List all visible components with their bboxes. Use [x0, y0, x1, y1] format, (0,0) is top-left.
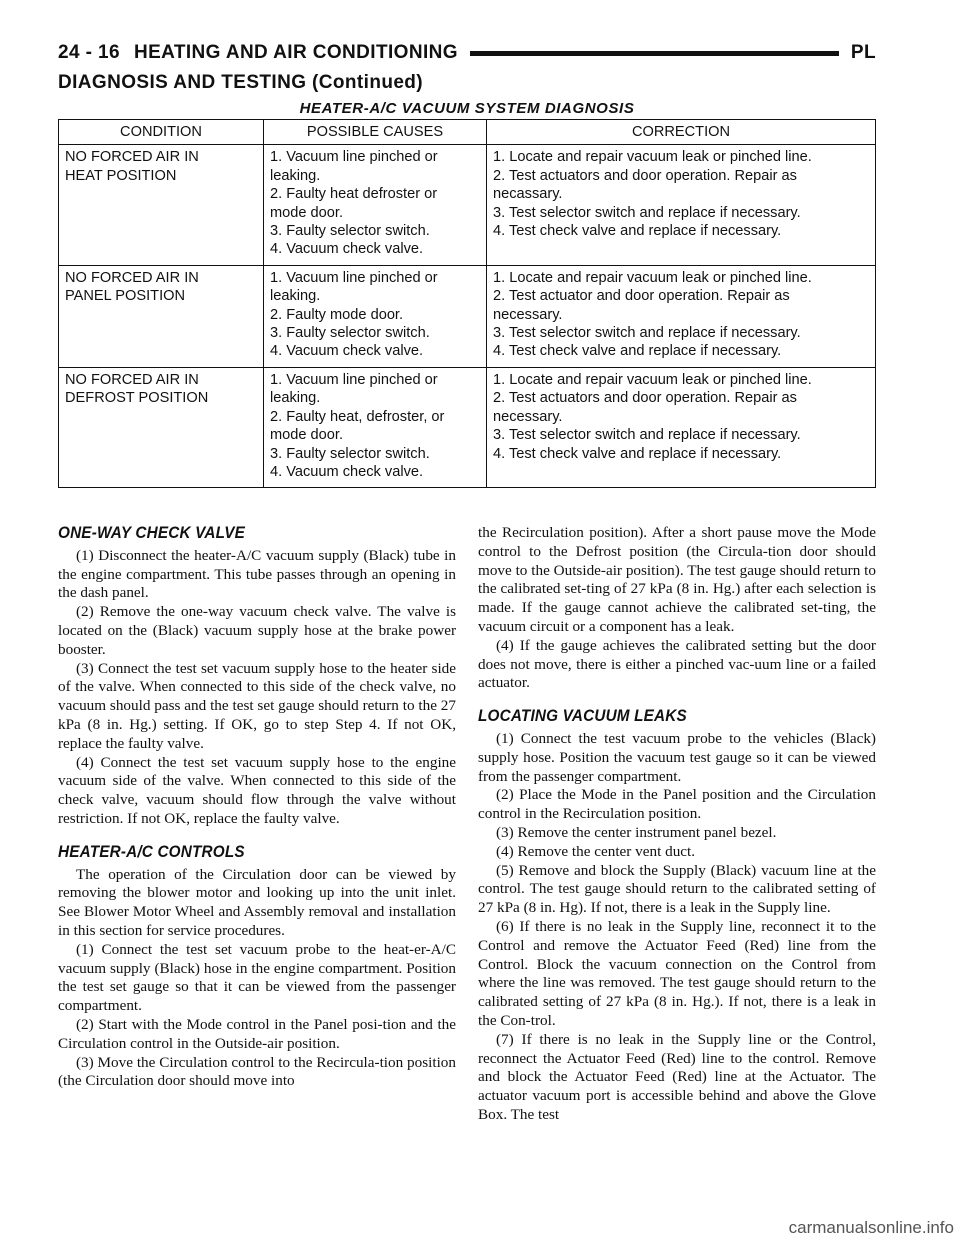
cell-line: 3. Test selector switch and replace if necessary.: [493, 204, 801, 221]
paragraph: (3) Move the Circulation control to the Recircula-tion position (the Circulation door should move into: [58, 1053, 456, 1090]
table-row: [59, 265, 876, 367]
condition-cell: [59, 367, 264, 487]
paragraph: (3) Connect the test set vacuum supply hose to the heater side of the valve. When connected to this side of the check valve, no vacuum should pass and the test set gauge should return to the 27 kPa (8 in. Hg.) setting. If OK, go to step Step 4. If not OK, replace the faulty valve.: [58, 659, 456, 752]
watermark: carmanualsonline.info: [788, 1218, 954, 1237]
paragraph: (5) Remove and block the Supply (Black) vacuum line at the control. The test gauge should return to the calibrated setting of 27 kPa (8 in. Hg). If not, there is a leak in the Supply line.: [478, 861, 876, 917]
paragraph: (6) If there is no leak in the Supply line, reconnect it to the Control and remove the Actuator Feed (Red) line from the Control. Block the vacuum connection on the Control from where the line was removed. The test gauge should return to the calibrated setting of 27 kPa (8 in. Hg.). If not, there is a leak in the Con-trol.: [478, 917, 876, 1029]
cell-line: 4. Vacuum check valve.: [270, 463, 424, 480]
cell-line: HEAT POSITION: [65, 167, 177, 184]
cell-line: 4. Test check valve and replace if necessary.: [493, 223, 782, 240]
table-row: [59, 145, 876, 265]
model-code: PL: [850, 42, 876, 63]
cell-line: 2. Faulty heat, defroster, or: [270, 408, 445, 425]
cell-line: mode door.: [270, 204, 344, 221]
cell-line: 1. Vacuum line pinched or: [270, 371, 438, 388]
paragraph: (4) Connect the test set vacuum supply hose to the engine vacuum side of the valve. When connected to this side of the check valve, vacuum should flow through the valve without restriction. If not OK, replace the faulty valve.: [58, 753, 456, 827]
locating-vacuum-leaks-body: [478, 730, 876, 1125]
heater-ac-controls-body: [58, 866, 456, 1092]
paragraph: the Recirculation position). After a short pause move the Mode control to the Defrost position (the Circula-tion door should move to the Outside-air position). The test gauge should return to the calibrated set-ting of 27 kPa (8 in. Hg.) after each selection is made. If the gauge cannot achieve the calibrated set-ting, the vacuum circuit or a component has a leak.: [478, 524, 876, 635]
left-column: [58, 524, 456, 1125]
one-way-check-valve-heading: ONE-WAY CHECK VALVE: [58, 523, 246, 542]
cell-line: DEFROST POSITION: [65, 390, 209, 407]
cell-line: 4. Vacuum check valve.: [270, 241, 424, 258]
cell-line: NO FORCED AIR IN: [65, 371, 199, 388]
correction-cell: [487, 367, 876, 487]
causes-cell: [264, 145, 487, 265]
paragraph: (2) Place the Mode in the Panel position and the Circulation control in the Recirculation position.: [478, 786, 876, 823]
cell-line: 3. Test selector switch and replace if necessary.: [493, 325, 801, 342]
correction-cell: [487, 265, 876, 367]
cell-line: 2. Test actuators and door operation. Repair as: [493, 167, 797, 184]
paragraph: (1) Connect the test vacuum probe to the vehicles (Black) supply hose. Position the vacuum test gauge so it can be viewed from the passenger compartment.: [478, 729, 876, 785]
right-column: [478, 524, 876, 1125]
cell-line: leaking.: [270, 167, 321, 184]
correction-cell: [487, 145, 876, 265]
cell-line: mode door.: [270, 427, 344, 444]
paragraph: The operation of the Circulation door can be viewed by removing the blower motor and looking up into the unit inlet. See Blower Motor Wheel and Assembly removal and installation in this section for service procedures.: [58, 865, 456, 939]
one-way-check-valve-body: [58, 547, 456, 829]
cell-line: 1. Locate and repair vacuum leak or pinched line.: [493, 371, 812, 388]
cell-line: 4. Test check valve and replace if necessary.: [493, 445, 782, 462]
cell-line: leaking.: [270, 288, 321, 305]
cell-line: 2. Faulty heat defroster or: [270, 186, 438, 203]
cell-line: 3. Faulty selector switch.: [270, 223, 430, 240]
cell-line: 2. Test actuators and door operation. Repair as: [493, 390, 797, 407]
page-content: [58, 40, 876, 488]
cell-line: 2. Test actuator and door operation. Repair as: [493, 288, 790, 305]
section-heading: DIAGNOSIS AND TESTING (Continued): [58, 72, 424, 93]
header-rule: [470, 51, 839, 56]
header-correction: CORRECTION: [487, 120, 876, 145]
causes-cell: [264, 367, 487, 487]
page-header: [58, 40, 876, 66]
paragraph: (2) Remove the one-way vacuum check valve. The valve is located on the (Black) vacuum supply hose at the brake power booster.: [58, 603, 456, 658]
cell-line: 3. Test selector switch and replace if necessary.: [493, 427, 801, 444]
paragraph: (7) If there is no leak in the Supply line or the Control, reconnect the Actuator Feed (Red) line to the control. Remove and block the Actuator Feed (Red) line at the Actuator. The actuator vacuum port is accessible behind and above the Glove Box. The test: [478, 1030, 876, 1123]
cell-line: NO FORCED AIR IN: [65, 269, 199, 286]
diagnosis-table: [58, 119, 876, 488]
body-columns: [58, 524, 876, 1125]
paragraph: (1) Disconnect the heater-A/C vacuum supply (Black) tube in the engine compartment. This tube passes through an opening in the dash panel.: [58, 546, 456, 602]
heater-ac-controls-heading: HEATER-A/C CONTROLS: [58, 841, 245, 861]
condition-cell: [59, 265, 264, 367]
table-row: [59, 367, 876, 487]
cell-line: 1. Locate and repair vacuum leak or pinched line.: [493, 149, 812, 166]
cell-line: 3. Faulty selector switch.: [270, 325, 430, 342]
cell-line: leaking.: [270, 390, 321, 407]
cell-line: 1. Vacuum line pinched or: [270, 149, 438, 166]
table-title: HEATER-A/C VACUUM SYSTEM DIAGNOSIS: [299, 100, 635, 117]
cell-line: necassary.: [493, 186, 563, 203]
section-title: HEATING AND AIR CONDITIONING: [133, 42, 458, 63]
paragraph: (4) Remove the center vent duct.: [496, 842, 696, 860]
locating-vacuum-leaks-heading: LOCATING VACUUM LEAKS: [478, 706, 687, 726]
paragraph: (2) Start with the Mode control in the Panel posi-tion and the Circulation control in the Outside-air position.: [58, 1015, 456, 1052]
cell-line: 2. Faulty mode door.: [270, 306, 404, 323]
paragraph: (3) Remove the center instrument panel bezel.: [496, 823, 777, 841]
cell-line: 1. Vacuum line pinched or: [270, 269, 438, 286]
page-number: 24 - 16: [58, 42, 120, 63]
cell-line: necessary.: [493, 306, 563, 323]
condition-cell: [59, 145, 264, 265]
controls-continued-body: [478, 524, 876, 693]
header-possible-causes: POSSIBLE CAUSES: [264, 120, 487, 145]
paragraph: (1) Connect the test set vacuum probe to the heat-er-A/C vacuum supply (Black) hose in the engine compartment. Position the test set gauge so that it can be viewed from the passenger compartment.: [58, 940, 456, 1015]
cell-line: PANEL POSITION: [65, 288, 186, 305]
cell-line: NO FORCED AIR IN: [65, 149, 199, 166]
cell-line: 4. Vacuum check valve.: [270, 343, 424, 360]
table-header-row: [59, 120, 876, 145]
header-condition: CONDITION: [59, 120, 264, 145]
table-body: [59, 145, 876, 488]
causes-cell: [264, 265, 487, 367]
paragraph: (4) If the gauge achieves the calibrated setting but the door does not move, there is either a pinched vac-uum line or a failed actuator.: [478, 636, 876, 692]
cell-line: 1. Locate and repair vacuum leak or pinched line.: [493, 269, 812, 286]
cell-line: 4. Test check valve and replace if necessary.: [493, 343, 782, 360]
cell-line: 3. Faulty selector switch.: [270, 445, 430, 462]
cell-line: necessary.: [493, 408, 563, 425]
